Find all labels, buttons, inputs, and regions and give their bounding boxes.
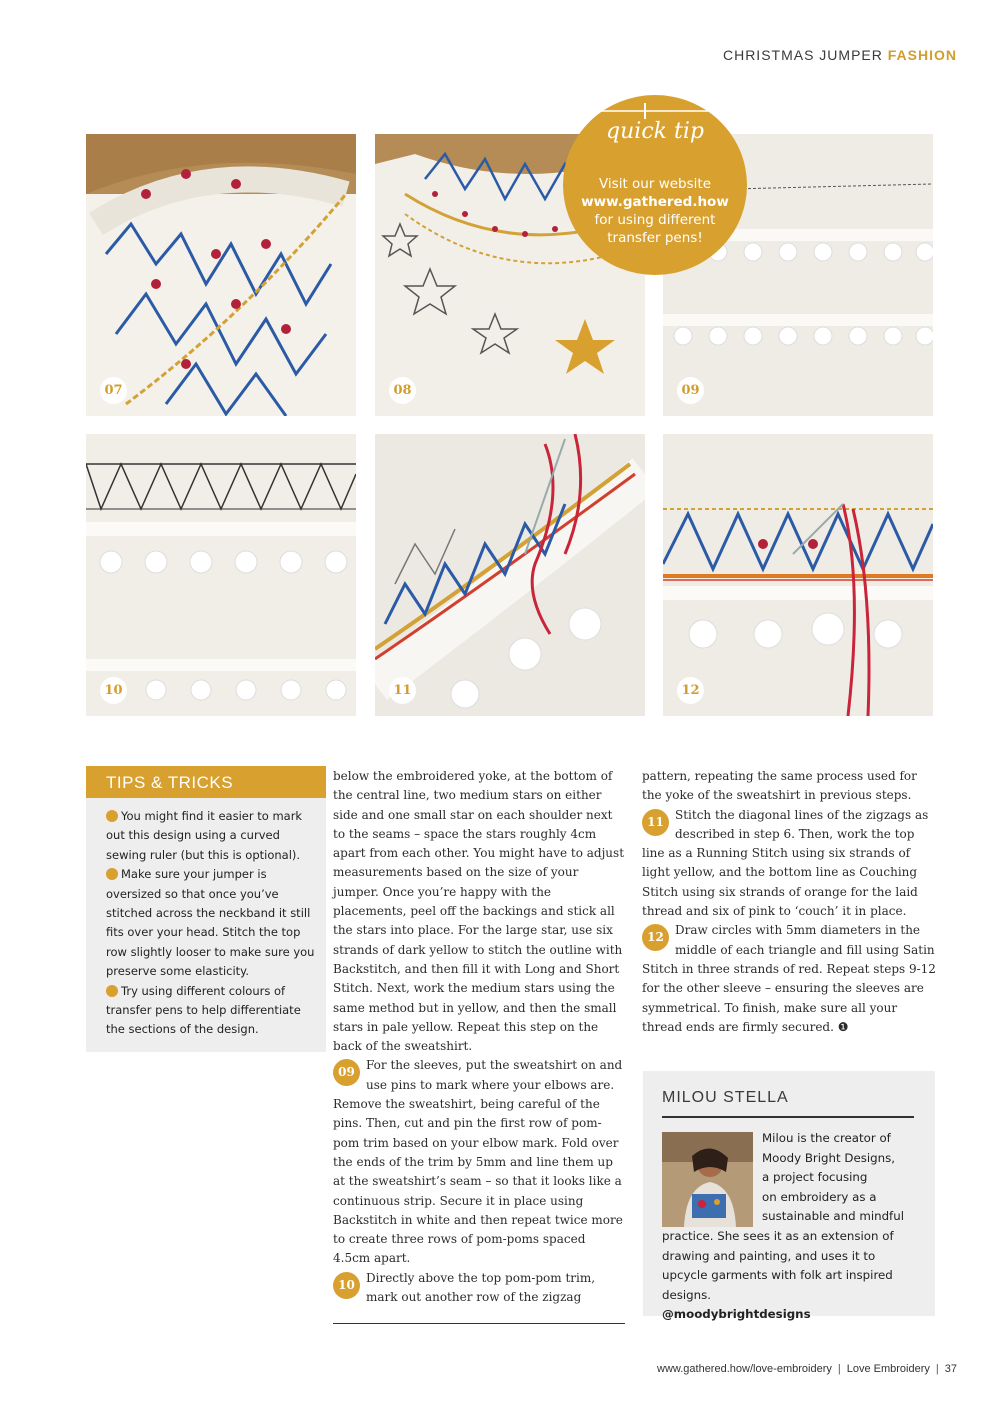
designer-name: MILOU STELLA xyxy=(662,1089,789,1106)
body-column-2 xyxy=(333,767,626,1307)
step-number-badge: 09 xyxy=(677,377,704,404)
section-header xyxy=(723,47,957,63)
quick-tip-url[interactable]: www.gathered.how xyxy=(581,194,729,210)
tip-item: You might find it easier to mark out this design using a curved sewing ruler (but this is optional). xyxy=(106,809,303,862)
quick-tip-line-4: transfer pens! xyxy=(607,230,703,246)
step-number-10: 10 xyxy=(333,1272,360,1299)
step-09: 09 For the sleeves, put the sweatshirt on and use pins to mark where your elbows are. Remove the sweatshirt, being careful of the pins. Then, cut and pin the first row of pom-pom trim based on your elbow mark. Fold over the ends of the trim by 5mm and line them up at the sweatshirt’s seam – so that it looks like a continuous strip. Secure it in place using Backstitch in white and then repeat twice more to create three rows of pom-poms spaced 4.5cm apart. xyxy=(333,1058,623,1266)
tips-and-tricks-box xyxy=(86,766,326,1052)
magazine-name: Love Embroidery xyxy=(846,1363,930,1375)
tip-item: Try using different colours of transfer pens to help differentiate the sections of the design. xyxy=(106,983,301,1037)
step-number-badge: 10 xyxy=(100,677,127,704)
end-mark-icon: ❶ xyxy=(837,1019,849,1034)
step-number-11: 11 xyxy=(642,809,669,836)
bio-divider xyxy=(662,1116,914,1118)
step-number-badge: 07 xyxy=(100,377,127,404)
tip-item: Make sure your jumper is oversized so that once you’ve stitched across the neckband it still fits over your head. Stitch the top row slightly looser to make sure you preserve some elasticity. xyxy=(106,867,315,979)
quick-tip-title: quick tip xyxy=(606,119,704,144)
step-11: 11 Stitch the diagonal lines of the zigzags as described in step 6. Then, work the top line as a Running Stitch using six strands of light yellow, and the bottom line as Couching Stitch using six strands of orange for the laid thread and six of pink to ‘couch’ it in place. xyxy=(642,807,929,919)
designer-bio-box xyxy=(643,1071,935,1322)
column-end-rule xyxy=(333,1323,625,1324)
thimble-bullet-icon xyxy=(106,810,118,822)
page-number: 37 xyxy=(944,1363,957,1375)
step-number-badge: 08 xyxy=(389,377,416,404)
tips-heading: TIPS & TRICKS xyxy=(86,766,326,798)
step-12: 12 Draw circles with 5mm diameters in the middle of each triangle and fill using Satin Stitch in three strands of red. Repeat steps 9-12 for the other sleeve – ensuring the sleeves are symmetrical. To finish, make sure all your thread ends are firmly secured. ❶ xyxy=(642,923,936,1034)
step-10-continued: pattern, repeating the same process used for the yoke of the sweatshirt in previous steps. xyxy=(642,769,917,803)
photo-step-10 xyxy=(86,434,356,716)
thimble-bullet-icon xyxy=(106,868,118,880)
photo-step-11 xyxy=(375,434,645,716)
step-number-badge: 12 xyxy=(677,677,704,704)
thimble-bullet-icon xyxy=(106,985,118,997)
tips-list xyxy=(86,798,326,1040)
photo-07-image xyxy=(86,134,356,416)
quick-tip-line-3: for using different xyxy=(594,212,716,228)
designer-handle-link[interactable]: @moodybrightdesigns xyxy=(662,1307,811,1322)
section-accent: FASHION xyxy=(887,47,957,63)
photo-11-image xyxy=(375,434,645,716)
photo-10-image xyxy=(86,434,356,716)
step-number-12: 12 xyxy=(642,924,669,951)
footer-url-link[interactable]: www.gathered.how/love-embroidery xyxy=(657,1363,832,1375)
step-number-badge: 11 xyxy=(389,677,416,704)
body-column-3 xyxy=(642,767,936,1037)
step-10: 10 Directly above the top pom-pom trim, mark out another row of the zigzag xyxy=(333,1269,626,1308)
step-number-09: 09 xyxy=(333,1059,360,1086)
quick-tip-text xyxy=(573,175,737,247)
section-title: CHRISTMAS JUMPER xyxy=(722,47,883,63)
needle-icon xyxy=(585,101,725,121)
step-08-continued: below the embroidered yoke, at the bottom of the central line, two medium stars on either side and one small star on each shoulder next to the seams – space the stars roughly 4cm apart from each other. You might have to adjust measurements based on the size of your jumper. Once you’re happy with the placements, peel off the backings and stick all the stars into place. For the large star, use six strands of dark yellow to stitch the outline with Backstitch, and then fill it with Long and Short Stitch. Next, work the medium stars using the same method but in yellow, and then the small stars in pale yellow. Repeat this step on the back of the sweatshirt. xyxy=(333,769,625,1054)
page-footer: www.gathered.how/love-embroidery | Love Embroidery | 37 xyxy=(657,1363,957,1375)
designer-bio: Milou is the creator of Moody Bright Designs, a project focusing on embroidery as a sustainable and mindful practice. She sees it as an extension of drawing and painting, and uses it to upcycle garments with folk art inspired designs. @moodybrightdesigns xyxy=(662,1129,914,1325)
quick-tip-line-1: Visit our website xyxy=(598,176,711,192)
photo-step-12 xyxy=(663,434,933,716)
photo-12-image xyxy=(663,434,933,716)
quick-tip-badge xyxy=(563,95,747,275)
photo-step-07 xyxy=(86,134,356,416)
